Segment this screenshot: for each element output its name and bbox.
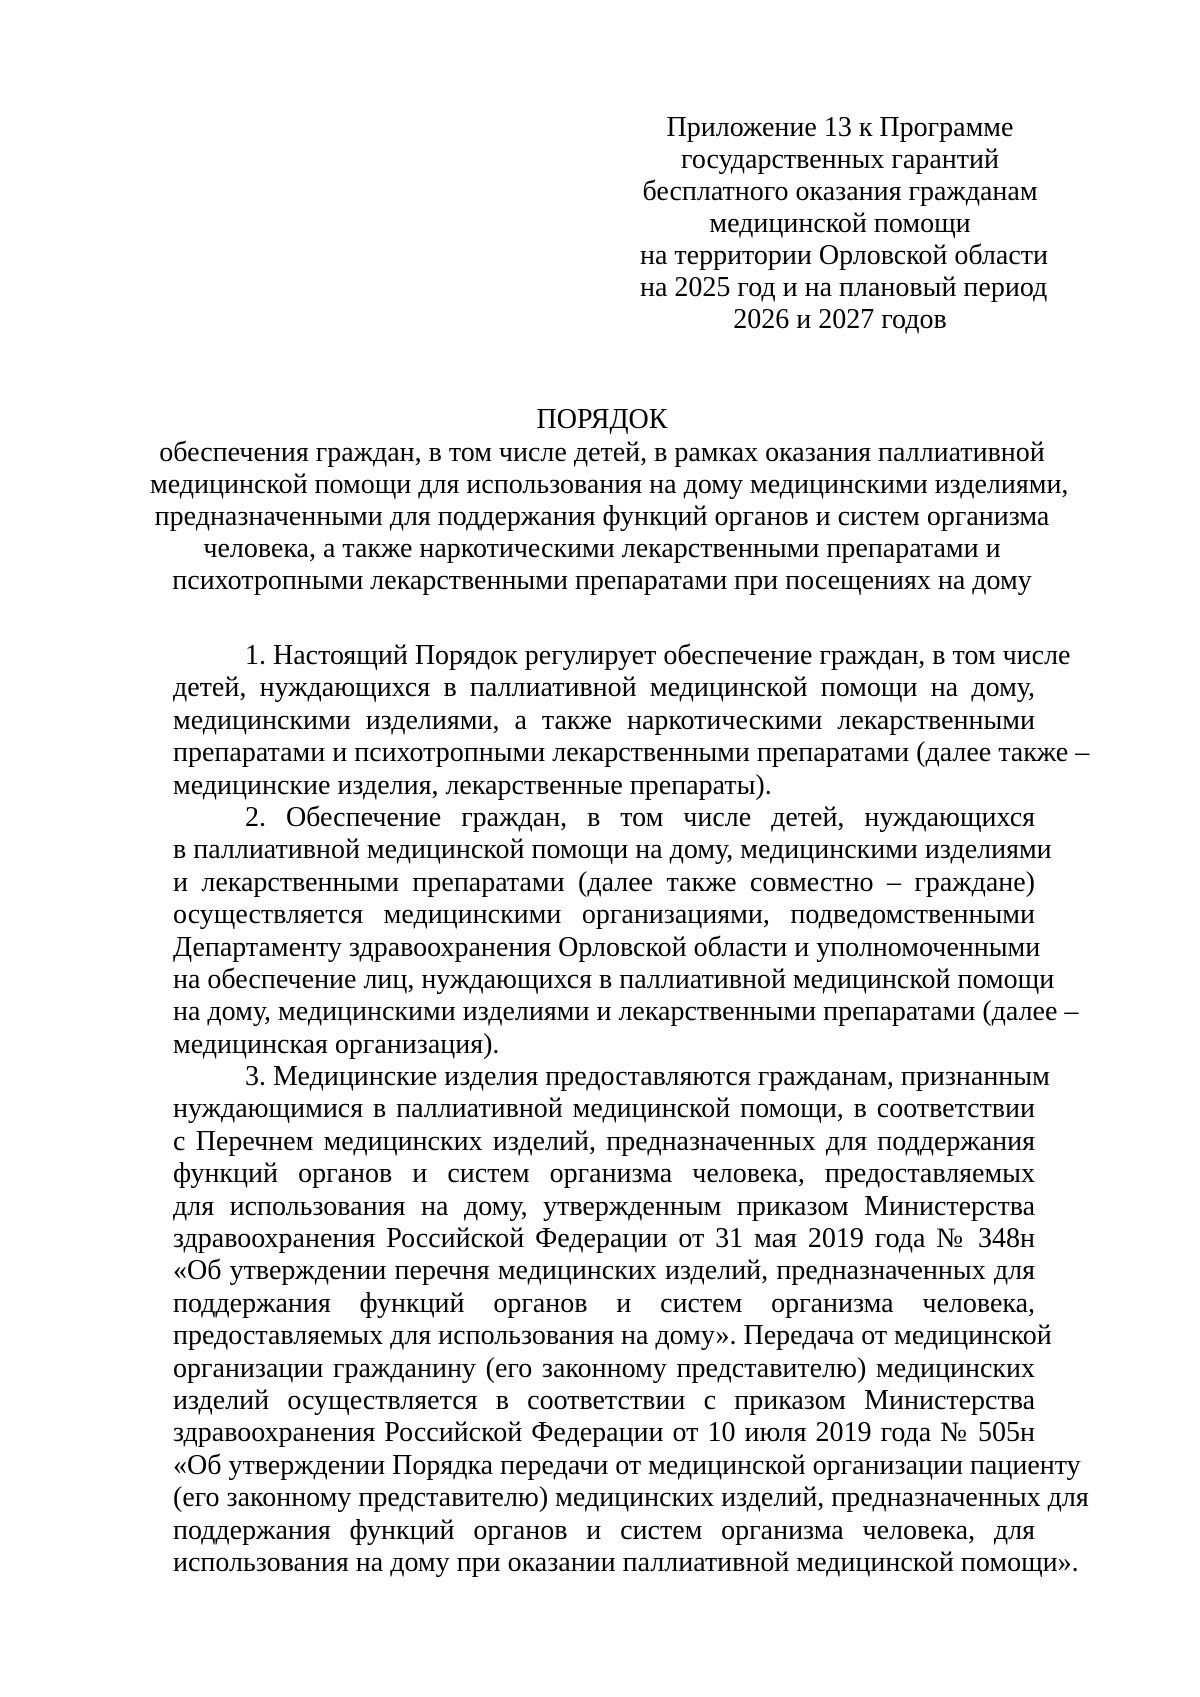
document-subtitle — [150, 437, 1069, 597]
appendix-line: бесплатного оказания гражданам — [642, 176, 1038, 207]
appendix-line: на 2025 год и на плановый период — [640, 272, 1048, 303]
paragraph-1-line: детей, нуждающихся в паллиативной медицинской помощи на дому, — [173, 672, 1035, 704]
paragraph-2-line: Департаменту здравоохранения Орловской области и уполномоченными — [173, 931, 1041, 963]
paragraph-3-line: «Об утверждении Порядка передачи от медицинской организации пациенту — [173, 1449, 1081, 1481]
paragraph-3-line: организации гражданину (его законному представителю) медицинских — [173, 1352, 1035, 1384]
paragraph-2-line: в паллиативной медицинской помощи на дому, медицинскими изделиями — [173, 834, 1052, 866]
document-body — [173, 640, 1090, 1579]
appendix-line: государственных гарантий — [681, 144, 999, 175]
paragraph-3-line: изделий осуществляется в соответствии с приказом Министерства — [173, 1384, 1035, 1416]
paragraph-3-line: поддержания функций органов и систем организма человека, для — [173, 1514, 1035, 1546]
paragraph-3-line: предоставляемых для использования на дому». Передача от медицинской — [173, 1320, 1052, 1352]
paragraph-2-line: 2. Обеспечение граждан, в том числе детей, нуждающихся — [245, 801, 1035, 833]
paragraph-1-line: медицинские изделия, лекарственные препараты). — [173, 769, 772, 801]
subtitle-line: психотропными лекарственными препаратами при посещениях на дому — [172, 565, 1032, 596]
paragraph-1-line: медицинскими изделиями, а также наркотическими лекарственными — [173, 704, 1035, 736]
paragraph-3-line: для использования на дому, утвержденным приказом Министерства — [173, 1190, 1035, 1222]
document-title: ПОРЯДОК — [536, 404, 668, 435]
paragraph-3-line: 3. Медицинские изделия предоставляются гражданам, признанным — [245, 1061, 1050, 1093]
paragraph-3-line: функций органов и систем организма человека, предоставляемых — [173, 1158, 1035, 1190]
appendix-line: медицинской помощи — [709, 208, 971, 239]
paragraph-3-line: здравоохранения Российской Федерации от 10 июля 2019 года № 505н — [173, 1417, 1035, 1449]
appendix-line: Приложение 13 к Программе — [666, 112, 1014, 143]
subtitle-line: обеспечения граждан, в том числе детей, в рамках оказания паллиативной — [159, 437, 1045, 468]
paragraph-3-line: с Перечнем медицинских изделий, предназначенных для поддержания — [173, 1125, 1035, 1157]
appendix-line: 2026 и 2027 годов — [733, 304, 947, 335]
paragraph-2-line: осуществляется медицинскими организациями, подведомственными — [173, 899, 1035, 931]
paragraph-3-line: (его законному представителю) медицинских изделий, предназначенных для — [173, 1482, 1089, 1514]
subtitle-line: медицинской помощи для использования на дому медицинскими изделиями, — [150, 469, 1069, 500]
subtitle-line: предназначенными для поддержания функций органов и систем организма — [154, 501, 1050, 532]
paragraph-2-line: медицинская организация). — [173, 1028, 500, 1060]
paragraph-3-line: поддержания функций органов и систем организма человека, — [173, 1287, 1035, 1319]
paragraph-3-line: использования на дому при оказании паллиативной медицинской помощи». — [173, 1546, 1079, 1578]
appendix-header — [640, 112, 1048, 336]
paragraph-3-line: нуждающимися в паллиативной медицинской помощи, в соответствии — [173, 1093, 1035, 1125]
subtitle-line: человека, а также наркотическими лекарственными препаратами и — [203, 533, 1001, 564]
paragraph-1-line: 1. Настоящий Порядок регулирует обеспечение граждан, в том числе — [245, 640, 1071, 671]
paragraph-2-line: и лекарственными препаратами (далее также совместно – граждане) — [173, 866, 1035, 898]
paragraph-3-line: «Об утверждении перечня медицинских изделий, предназначенных для — [173, 1255, 1035, 1287]
appendix-line: на территории Орловской области — [640, 240, 1048, 271]
paragraph-3-line: здравоохранения Российской Федерации от 31 мая 2019 года № 348н — [173, 1223, 1035, 1255]
paragraph-1-line: препаратами и психотропными лекарственными препаратами (далее также – — [173, 737, 1090, 769]
paragraph-2-line: на обеспечение лиц, нуждающихся в паллиативной медицинской помощи — [173, 963, 1055, 995]
paragraph-2-line: на дому, медицинскими изделиями и лекарственными препаратами (далее – — [173, 996, 1079, 1028]
